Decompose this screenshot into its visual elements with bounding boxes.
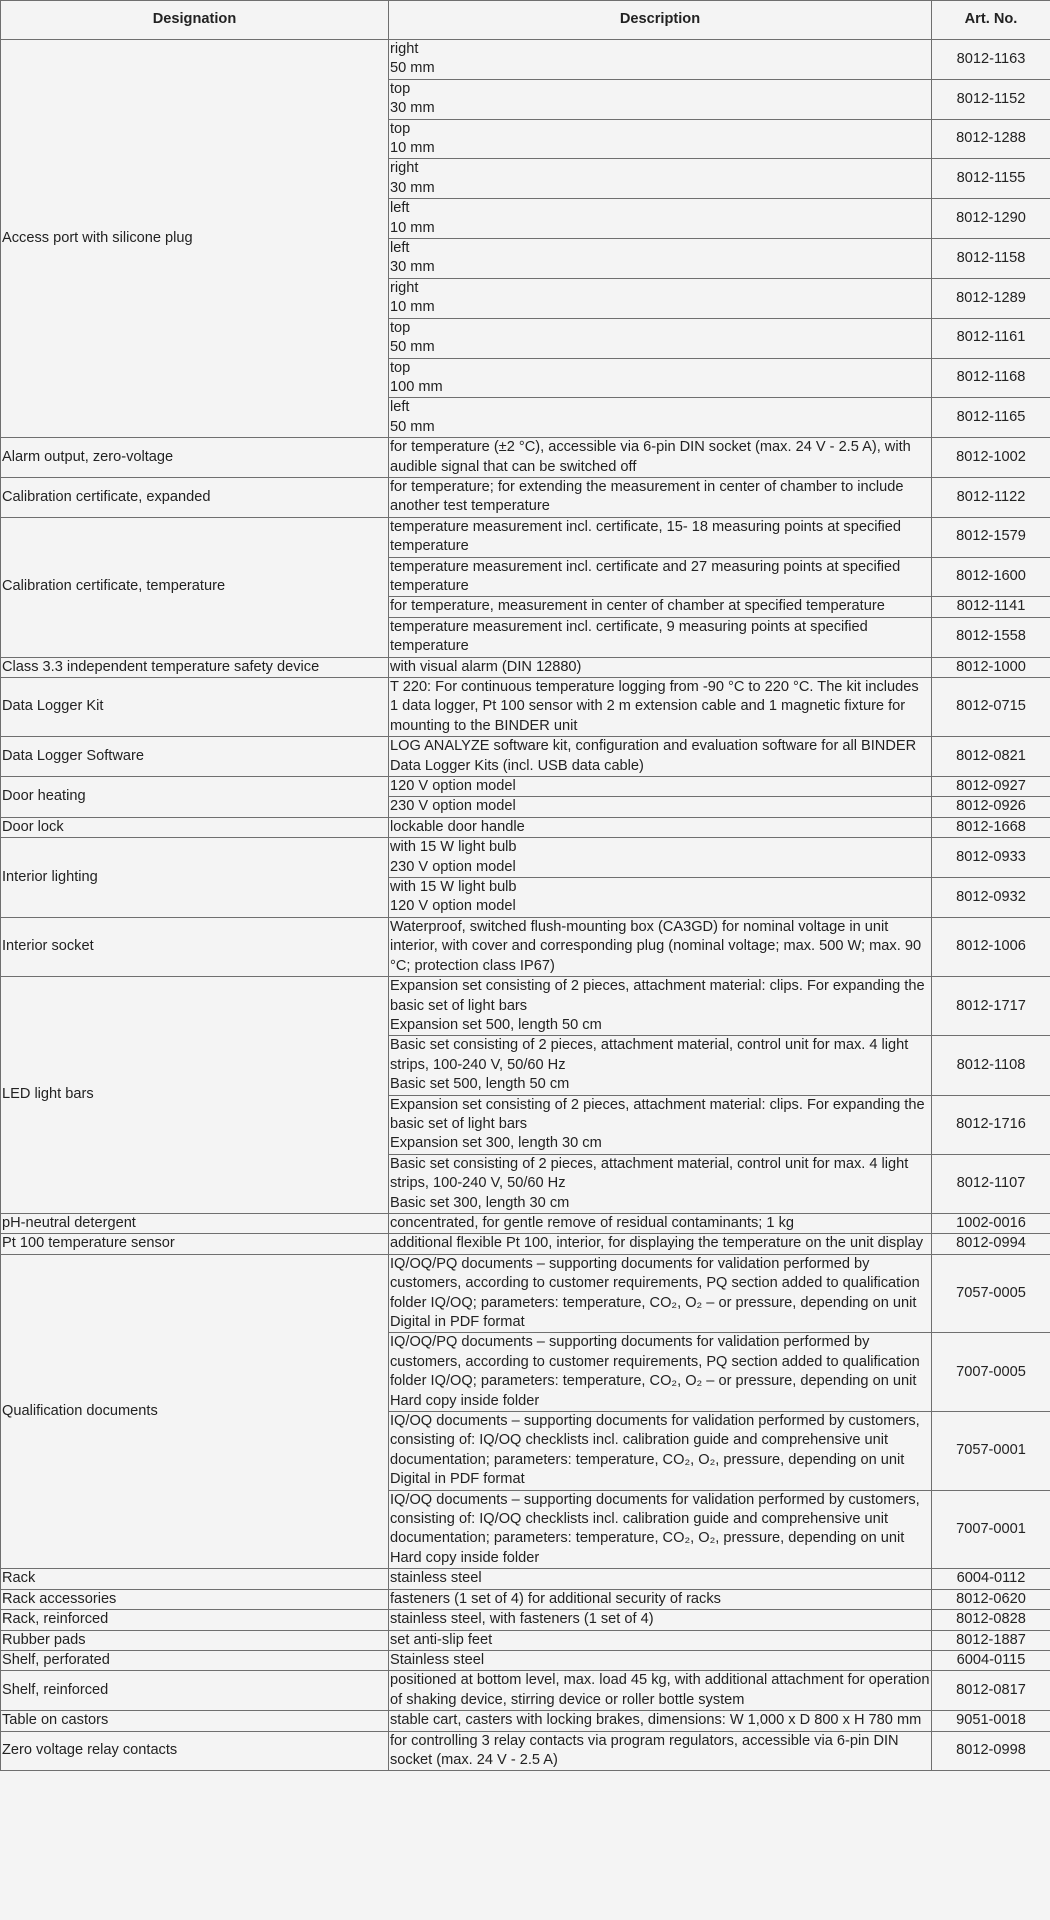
art-no-cell: 8012-0715 [932,678,1050,737]
description-cell [389,678,932,737]
description-cell [389,817,932,837]
art-no-cell: 8012-1006 [932,917,1050,976]
designation-cell: Door lock [1,817,389,837]
description-line: top [390,80,411,97]
description-line: Expansion set consisting of 2 pieces, attachment material: clips. For expanding the basic set of light bars [390,1096,925,1132]
description-line: Stainless steel [390,1651,485,1668]
description-cell [389,1036,932,1095]
description-cell [389,1154,932,1213]
art-no-cell: 8012-1165 [932,398,1050,438]
table-row [1,678,1050,737]
table-body [1,40,1050,1771]
art-no-cell: 8012-1002 [932,438,1050,478]
description-line: Expansion set consisting of 2 pieces, attachment material: clips. For expanding the basic set of light bars [390,978,925,1014]
description-cell [389,1412,932,1491]
art-no-cell: 8012-1152 [932,79,1050,119]
description-cell [389,737,932,777]
description-cell [389,1630,932,1650]
description-line: temperature measurement incl. certificate, 15- 18 measuring points at specified temperature [390,518,902,555]
description-line: right [390,279,419,296]
art-no-cell: 8012-1107 [932,1154,1050,1213]
description-cell [389,318,932,358]
description-cell [389,1711,932,1731]
art-no-cell: 7057-0001 [932,1412,1050,1491]
art-no-cell: 8012-1579 [932,517,1050,557]
art-no-cell: 6004-0115 [932,1650,1050,1670]
description-cell [389,777,932,797]
description-line: IQ/OQ/PQ documents – supporting documents for validation performed by customers, according to customer requirements, PQ section added to qualification folder IQ/OQ; parameters: temperature, CO₂, O₂ – or pressure, depending on unit [390,1334,920,1390]
description-cell [389,1731,932,1771]
designation-cell: Data Logger Kit [1,678,389,737]
description-line: temperature measurement incl. certificate and 27 measuring points at specified temperature [390,558,901,594]
header-row [1,1,1050,40]
description-line: 120 V option model [390,898,516,915]
table-row [1,1234,1050,1254]
designation-cell: Shelf, perforated [1,1650,389,1670]
art-no-cell: 8012-0927 [932,777,1050,797]
description-line: lockable door handle [390,818,525,835]
table-row [1,977,1050,1036]
description-cell [389,1650,932,1670]
art-no-cell: 8012-1163 [932,40,1050,80]
art-no-cell: 8012-0620 [932,1589,1050,1609]
description-line: Digital in PDF format [390,1471,525,1488]
description-line: IQ/OQ/PQ documents – supporting documents for validation performed by customers, according to customer requirements, PQ section added to qualification folder IQ/OQ; parameters: temperature, CO₂, O₂ – or pressure, depending on unit [390,1255,920,1311]
art-no-cell: 8012-1290 [932,199,1050,239]
table-row [1,737,1050,777]
description-line: top [390,359,411,376]
description-line: set anti-slip feet [390,1631,493,1648]
description-cell [389,657,932,677]
table-row [1,1650,1050,1670]
art-no-cell: 8012-1141 [932,597,1050,617]
designation-cell: Interior socket [1,917,389,976]
table-row [1,1671,1050,1711]
table-row [1,777,1050,797]
description-cell [389,797,932,817]
art-no-cell: 8012-1122 [932,477,1050,517]
designation-cell: Alarm output, zero-voltage [1,438,389,478]
designation-cell: Data Logger Software [1,737,389,777]
header-designation: Designation [1,1,389,40]
description-cell [389,398,932,438]
description-line: 10 mm [390,140,435,157]
designation-cell: Rubber pads [1,1630,389,1650]
description-line: temperature measurement incl. certificate, 9 measuring points at specified temperature [390,618,868,655]
table-row [1,1254,1050,1333]
description-cell [389,917,932,976]
description-cell [389,1589,932,1609]
art-no-cell: 8012-0821 [932,737,1050,777]
table-row [1,917,1050,976]
description-line: right [390,160,419,177]
description-line: for temperature (±2 °C), accessible via 6-pin DIN socket (max. 24 V - 2.5 A), with audible signal that can be switched off [390,439,911,475]
description-cell [389,1213,932,1233]
description-cell [389,1569,932,1589]
table-row [1,1630,1050,1650]
table-row [1,1731,1050,1771]
description-line: Basic set consisting of 2 pieces, attachment material, control unit for max. 4 light strips, 100-240 V, 50/60 Hz [390,1155,909,1192]
description-cell [389,1095,932,1154]
art-no-cell: 8012-0926 [932,797,1050,817]
description-cell [389,838,932,878]
description-cell [389,1610,932,1630]
description-line: Waterproof, switched flush-mounting box (CA3GD) for nominal voltage in unit interior, with cover and corresponding plug (nominal voltage; max. 500 W; max. 90 °C; protection class IP67) [390,918,922,974]
description-line: 10 mm [390,219,435,236]
art-no-cell: 8012-1600 [932,557,1050,597]
table-row [1,438,1050,478]
art-no-cell: 9051-0018 [932,1711,1050,1731]
description-line: 30 mm [390,259,435,276]
description-line: left [390,200,410,217]
description-line: for controlling 3 relay contacts via program regulators, accessible via 6-pin DIN socket (max. 24 V - 2.5 A) [390,1732,899,1768]
designation-cell: Table on castors [1,1711,389,1731]
description-cell [389,557,932,597]
art-no-cell: 7057-0005 [932,1254,1050,1333]
description-line: Basic set 300, length 30 cm [390,1194,570,1211]
table-row [1,1711,1050,1731]
description-cell [389,617,932,657]
description-line: additional flexible Pt 100, interior, for displaying the temperature on the unit display [390,1235,923,1252]
designation-cell: Rack, reinforced [1,1610,389,1630]
art-no-cell: 8012-1289 [932,278,1050,318]
description-line: 100 mm [390,378,443,395]
art-no-cell: 8012-1108 [932,1036,1050,1095]
art-no-cell: 8012-1161 [932,318,1050,358]
header-description: Description [389,1,932,40]
description-cell [389,79,932,119]
art-no-cell: 8012-1716 [932,1095,1050,1154]
designation-cell: Shelf, reinforced [1,1671,389,1711]
designation-cell: Calibration certificate, expanded [1,477,389,517]
art-no-cell: 8012-1887 [932,1630,1050,1650]
description-line: left [390,240,410,257]
description-cell [389,1234,932,1254]
description-line: 50 mm [390,339,435,356]
table-row [1,1569,1050,1589]
description-cell [389,1490,932,1569]
art-no-cell: 8012-1288 [932,119,1050,159]
art-no-cell: 8012-1158 [932,239,1050,279]
description-line: T 220: For continuous temperature logging from -90 °C to 220 °C. The kit includes 1 data logger, Pt 100 sensor with 2 m extension cable and 1 magnetic fixture for mounting to the BINDER unit [390,679,919,734]
description-line: top [390,120,411,137]
description-line: fasteners (1 set of 4) for additional security of racks [390,1590,721,1607]
table-row [1,1589,1050,1609]
designation-cell: LED light bars [1,977,389,1214]
designation-cell: Rack [1,1569,389,1589]
designation-cell: Door heating [1,777,389,818]
art-no-cell: 8012-0994 [932,1234,1050,1254]
description-line: 10 mm [390,299,435,316]
table-row [1,817,1050,837]
designation-cell: Pt 100 temperature sensor [1,1234,389,1254]
art-no-cell: 8012-1155 [932,159,1050,199]
art-no-cell: 8012-1168 [932,358,1050,398]
designation-cell: Class 3.3 independent temperature safety device [1,657,389,677]
description-cell [389,239,932,279]
description-cell [389,119,932,159]
description-cell [389,199,932,239]
description-line: Hard copy inside folder [390,1549,540,1566]
description-line: stainless steel [390,1570,482,1587]
art-no-cell: 8012-0828 [932,1610,1050,1630]
description-cell [389,878,932,918]
description-line: 30 mm [390,100,435,117]
art-no-cell: 6004-0112 [932,1569,1050,1589]
art-no-cell: 8012-1717 [932,977,1050,1036]
art-no-cell: 8012-0998 [932,1731,1050,1771]
description-line: concentrated, for gentle remove of residual contaminants; 1 kg [390,1214,794,1231]
description-line: with 15 W light bulb [390,879,517,896]
description-line: LOG ANALYZE software kit, configuration and evaluation software for all BINDER Data Logger Kits (incl. USB data cable) [390,738,917,774]
art-no-cell: 8012-0817 [932,1671,1050,1711]
art-no-cell: 7007-0001 [932,1490,1050,1569]
designation-cell: Interior lighting [1,838,389,918]
description-line: Expansion set 300, length 30 cm [390,1135,602,1152]
table-row [1,517,1050,557]
description-line: right [390,41,419,57]
description-line: left [390,399,410,416]
description-line: Basic set consisting of 2 pieces, attachment material, control unit for max. 4 light strips, 100-240 V, 50/60 Hz [390,1037,909,1073]
description-cell [389,517,932,557]
designation-cell: Qualification documents [1,1254,389,1569]
description-cell [389,40,932,80]
description-line: positioned at bottom level, max. load 45 kg, with additional attachment for operation of shaking device, stirring device or roller bottle system [390,1672,930,1708]
description-cell [389,278,932,318]
description-line: 120 V option model [390,778,516,795]
art-no-cell: 8012-0932 [932,878,1050,918]
art-no-cell: 8012-1668 [932,817,1050,837]
table-row [1,838,1050,878]
description-cell [389,477,932,517]
description-cell [389,1254,932,1333]
description-line: IQ/OQ documents – supporting documents for validation performed by customers, consisting of: IQ/OQ checklists incl. calibration guide and comprehensive unit documentation; parameters: temperature, CO₂, O₂, pressure, depending on unit [390,1413,920,1468]
description-cell [389,597,932,617]
designation-cell: Access port with silicone plug [1,40,389,438]
description-line: Hard copy inside folder [390,1392,540,1409]
art-no-cell: 7007-0005 [932,1333,1050,1412]
art-no-cell: 8012-0933 [932,838,1050,878]
art-no-cell: 1002-0016 [932,1213,1050,1233]
description-cell [389,358,932,398]
description-line: top [390,319,411,336]
art-no-cell: 8012-1558 [932,617,1050,657]
description-line: stable cart, casters with locking brakes, dimensions: W 1,000 x D 800 x H 780 mm [390,1712,922,1729]
description-line: Basic set 500, length 50 cm [390,1076,570,1093]
description-line: 230 V option model [390,858,516,875]
description-line: Expansion set 500, length 50 cm [390,1016,602,1033]
art-no-cell: 8012-1000 [932,657,1050,677]
designation-cell: Calibration certificate, temperature [1,517,389,657]
table-row [1,1213,1050,1233]
description-line: for temperature, measurement in center of chamber at specified temperature [390,598,885,615]
description-cell [389,1671,932,1711]
header-art-no: Art. No. [932,1,1050,40]
description-cell [389,159,932,199]
description-line: stainless steel, with fasteners (1 set of 4) [390,1611,654,1628]
description-cell [389,1333,932,1412]
description-line: 50 mm [390,60,435,77]
designation-cell: pH-neutral detergent [1,1213,389,1233]
table-row [1,40,1050,80]
description-cell [389,438,932,478]
description-line: Digital in PDF format [390,1314,525,1330]
description-line: IQ/OQ documents – supporting documents for validation performed by customers, consisting of: IQ/OQ checklists incl. calibration guide and comprehensive unit documentation; parameters: temperature, CO₂, O₂, pressure, depending on unit [390,1491,920,1547]
description-cell [389,977,932,1036]
table-row [1,657,1050,677]
table-row [1,477,1050,517]
description-line: 50 mm [390,418,435,435]
description-line: 30 mm [390,179,435,196]
description-line: 230 V option model [390,798,516,815]
description-line: for temperature; for extending the measurement in center of chamber to include another test temperature [390,478,904,515]
description-line: with visual alarm (DIN 12880) [390,658,582,675]
designation-cell: Zero voltage relay contacts [1,1731,389,1771]
table-row [1,1610,1050,1630]
designation-cell: Rack accessories [1,1589,389,1609]
description-line: with 15 W light bulb [390,839,517,856]
